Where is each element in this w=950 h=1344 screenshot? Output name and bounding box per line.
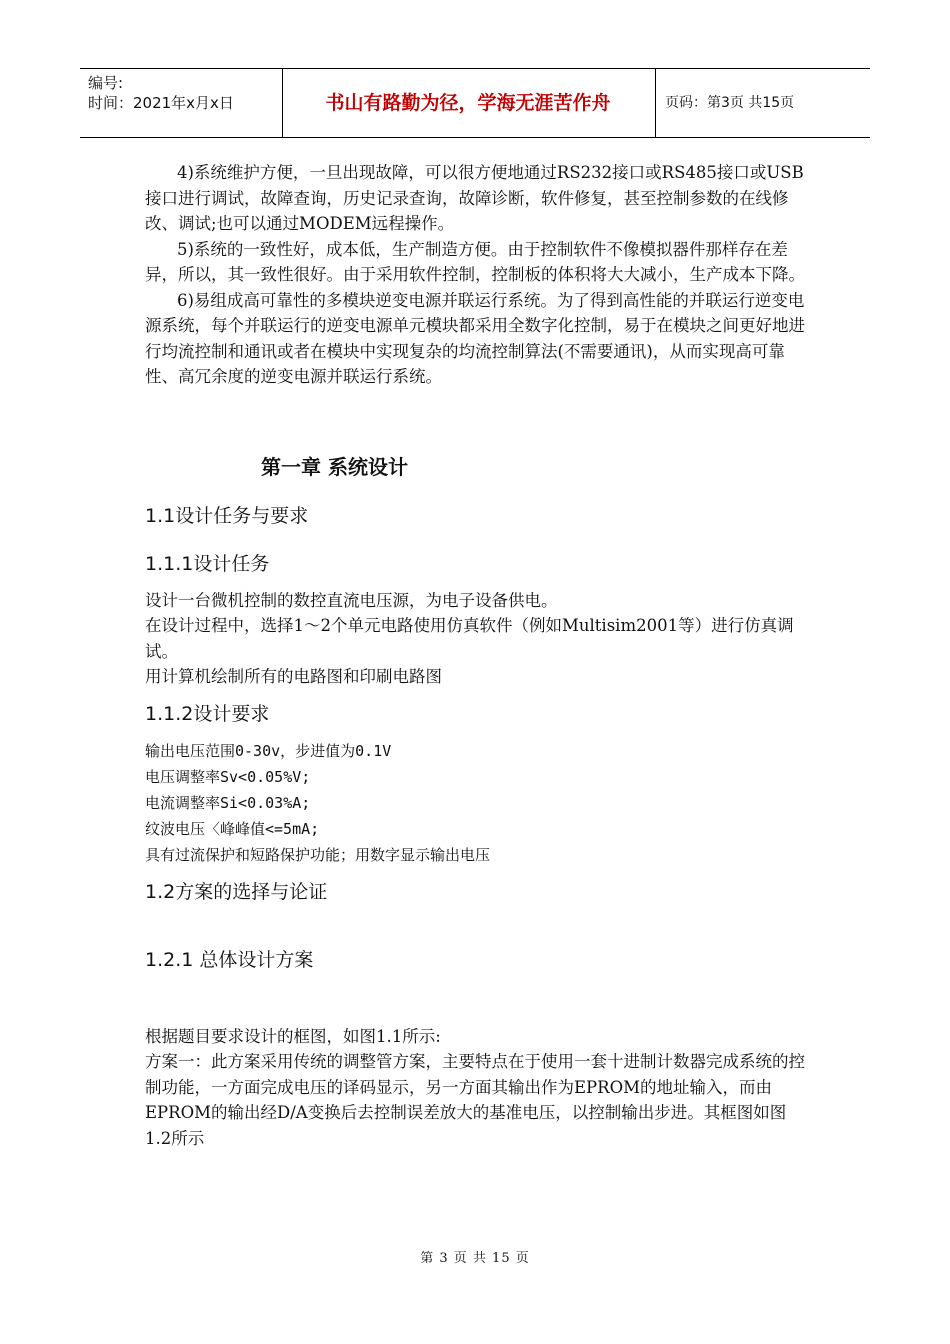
- section-1-2-heading: 1.2方案的选择与论证: [145, 880, 328, 903]
- section-1-1-2-heading: 1.1.2设计要求: [145, 702, 270, 725]
- requirement-line: 电压调整率Sv<0.05%V;: [145, 767, 311, 786]
- section-1-1-heading: 1.1设计任务与要求: [145, 504, 309, 527]
- page-footer: 第 3 页 共 15 页: [420, 1251, 530, 1266]
- paragraph-5: 5)系统的一致性好，成本低，生产制造方便。由于控制软件不像模拟器件那样存在差异，所以，其一致性很好。由于采用软件控制，控制板的体积将大大减小，生产成本下降。: [145, 239, 805, 284]
- header-meta: [88, 73, 278, 113]
- task-line: 在设计过程中，选择1～2个单元电路使用仿真软件（例如Multisim2001等）进行仿真调试。: [145, 616, 794, 661]
- requirement-line: 输出电压范围0-30v，步进值为0.1V: [145, 741, 392, 760]
- header-time-label: 时间：2021年x月x日: [88, 94, 234, 112]
- chapter-title: 第一章 系统设计: [261, 454, 408, 479]
- plan-text: [145, 1024, 810, 1152]
- plan-line: 根据题目要求设计的框图，如图1.1所示:: [145, 1026, 441, 1046]
- header-motto: 书山有路勤为径，学海无涯苦作舟: [325, 92, 611, 114]
- requirement-line: 具有过流保护和短路保护功能；用数字显示输出电压: [145, 845, 491, 864]
- task-list: [145, 588, 810, 690]
- header-number-label: 编号:: [88, 74, 124, 92]
- section-1-1-1-heading: 1.1.1设计任务: [145, 552, 270, 575]
- requirements-list: [145, 738, 810, 868]
- header-divider-right: [655, 69, 656, 137]
- document-body: [145, 160, 810, 1151]
- page-header: [80, 68, 870, 138]
- section-1-2-1-heading: 1.2.1 总体设计方案: [145, 948, 314, 971]
- requirement-line: 纹波电压〈峰峰值<=5mA;: [145, 819, 320, 838]
- header-page-info: 页码：第3页 共15页: [665, 95, 795, 111]
- task-line: 用计算机绘制所有的电路图和印刷电路图: [145, 667, 442, 686]
- requirement-line: 电流调整率Si<0.03%A;: [145, 793, 311, 812]
- plan-line: 方案一：此方案采用传统的调整管方案，主要特点在于使用一套十进制计数器完成系统的控制功能，一方面完成电压的译码显示，另一方面其输出作为EPROM的地址输入，而由EPROM的输出经D/A变换后去控制误差放大的基准电压，以控制输出步进。其框图如图1.2所示: [145, 1052, 805, 1148]
- task-line: 设计一台微机控制的数控直流电压源，为电子设备供电。: [145, 590, 558, 610]
- paragraph-4: 4)系统维护方便，一旦出现故障，可以很方便地通过RS232接口或RS485接口或USB接口进行调试，故障查询，历史记录查询，故障诊断，软件修复，甚至控制参数的在线修改、调试;也可以通过MODEM远程操作。: [145, 163, 804, 233]
- paragraph-6: 6)易组成高可靠性的多模块逆变电源并联运行系统。为了得到高性能的并联运行逆变电源系统，每个并联运行的逆变电源单元模块都采用全数字化控制，易于在模块之间更好地进行均流控制和通讯或者在模块中实现复杂的均流控制算法(不需要通讯)，从而实现高可靠性、高冗余度的逆变电源并联运行系统。: [145, 290, 805, 386]
